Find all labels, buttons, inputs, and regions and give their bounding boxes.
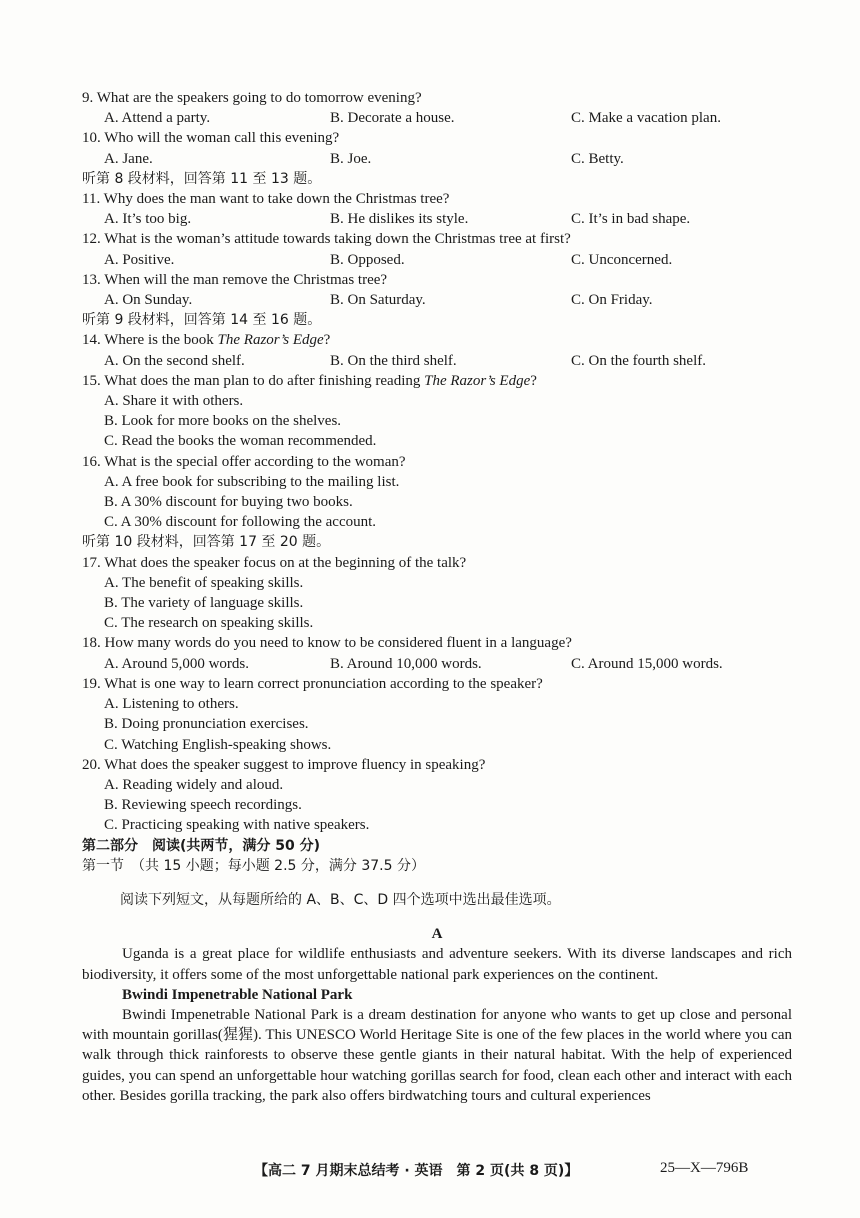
option-c: C. It’s in bad shape.	[571, 211, 691, 228]
option-a: A. The benefit of speaking skills.	[104, 574, 304, 591]
question-mark: ?	[530, 372, 537, 389]
option-b: B. On Saturday.	[330, 292, 426, 309]
option-a: A. Around 5,000 words.	[104, 655, 249, 672]
option-c: C. On Friday.	[571, 292, 653, 309]
question-9: 9. What are the speakers going to do tomorrow evening?	[82, 90, 422, 106]
question-18: 18. How many words do you need to know to be considered fluent in a language?	[82, 635, 572, 652]
option-c: C. Around 15,000 words.	[571, 655, 723, 672]
options-9	[82, 108, 792, 128]
footer-exam-info: 【高二 7 月期末总结考 · 英语 第 2 页(共 8 页)】	[254, 1163, 579, 1179]
question-14	[82, 330, 792, 350]
option-b: B. He dislikes its style.	[330, 211, 469, 228]
question-10: 10. Who will the woman call this evening?	[82, 130, 340, 147]
option-c: C. Make a vacation plan.	[571, 110, 721, 127]
page-content	[82, 88, 792, 1106]
option-c: C. On the fourth shelf.	[571, 352, 706, 369]
option-a: A. A free book for subscribing to the mailing list.	[104, 473, 400, 490]
option-b: B. Doing pronunciation exercises.	[104, 716, 309, 733]
options-12	[82, 250, 792, 270]
passage-label: A	[431, 926, 443, 943]
option-b: B. The variety of language skills.	[104, 595, 304, 612]
section-heading-10: 听第 10 段材料，回答第 17 至 20 题。	[82, 534, 331, 551]
option-a: A. Positive.	[104, 251, 175, 268]
option-a: A. Listening to others.	[104, 696, 239, 713]
question-13: 13. When will the man remove the Christmas tree?	[82, 271, 388, 288]
option-c: C. Read the books the woman recommended.	[104, 433, 377, 450]
options-18	[82, 654, 792, 674]
option-a: A. Jane.	[104, 150, 153, 167]
option-a: A. Share it with others.	[104, 393, 244, 410]
part-two-heading: 第二部分 阅读(共两节，满分 50 分)	[82, 837, 321, 854]
options-10	[82, 149, 792, 169]
instruction-text: 阅读下列短文，从每题所给的 A、B、C、D 四个选项中选出最佳选项。	[120, 891, 561, 908]
option-b: B. Opposed.	[330, 251, 405, 268]
question-mark: ?	[323, 332, 331, 349]
option-a: A. On Sunday.	[104, 292, 193, 309]
question-17: 17. What does the speaker focus on at the beginning of the talk?	[82, 554, 467, 571]
question-12: 12. What is the woman’s attitude towards taking down the Christmas tree at first?	[82, 231, 571, 248]
options-14	[82, 351, 792, 371]
option-c: C. A 30% discount for following the account.	[104, 514, 377, 531]
question-text: 14. Where is the book	[82, 332, 218, 349]
passage-subheading: Bwindi Impenetrable National Park	[122, 986, 353, 1003]
option-c: C. Watching English-speaking shows.	[104, 736, 332, 753]
option-a: A. On the second shelf.	[104, 352, 245, 369]
option-b: B. Look for more books on the shelves.	[104, 413, 342, 430]
book-title: The Razor’s Edge	[424, 372, 531, 389]
option-b: B. A 30% discount for buying two books.	[104, 494, 353, 511]
options-11	[82, 209, 792, 229]
section-heading-8: 听第 8 段材料，回答第 11 至 13 题。	[82, 170, 322, 187]
passage-paragraph-1: Uganda is a great place for wildlife enthusiasts and adventure seekers. With its diverse landscapes and rich biodiversity, it offers some of the most unforgettable national park experiences on the continent.	[82, 946, 792, 983]
option-b: B. Reviewing speech recordings.	[104, 797, 302, 814]
option-b: B. Around 10,000 words.	[330, 655, 482, 672]
option-c: C. Betty.	[571, 150, 624, 167]
option-a: A. It’s too big.	[104, 211, 192, 228]
section-one-heading: 第一节 （共 15 小题；每小题 2.5 分，满分 37.5 分）	[82, 857, 425, 874]
question-11: 11. Why does the man want to take down the Christmas tree?	[82, 191, 450, 208]
option-b: B. Joe.	[330, 150, 372, 167]
question-16: 16. What is the special offer according to the woman?	[82, 453, 406, 470]
question-15	[82, 371, 792, 391]
option-c: C. Practicing speaking with native speakers.	[104, 817, 370, 834]
option-c: C. The research on speaking skills.	[104, 615, 314, 632]
question-19: 19. What is one way to learn correct pronunciation according to the speaker?	[82, 675, 543, 692]
section-heading-9: 听第 9 段材料，回答第 14 至 16 题。	[82, 312, 322, 329]
book-title: The Razor’s Edge	[217, 332, 324, 349]
footer-code: 25—X—796B	[660, 1160, 749, 1176]
options-13	[82, 290, 792, 310]
question-20: 20. What does the speaker suggest to improve fluency in speaking?	[82, 756, 486, 773]
passage-paragraph-2: Bwindi Impenetrable National Park is a dream destination for anyone who wants to get up close and personal with mountain gorillas(猩猩). This UNESCO World Heritage Site is one of the few places in the world where you can walk through thick rainforests to observe these gentle giants in their natural habitat. With the help of experienced guides, you can spend an unforgettable hour watching gorillas search for food, clean each other and interact with each other. Besides gorilla tracking, the park also offers birdwatching tours and cultural experiences	[82, 1006, 792, 1104]
question-text: 15. What does the man plan to do after finishing reading	[82, 372, 425, 389]
option-c: C. Unconcerned.	[571, 251, 673, 268]
option-a: A. Reading widely and aloud.	[104, 776, 284, 793]
option-b: B. On the third shelf.	[330, 352, 457, 369]
option-b: B. Decorate a house.	[330, 110, 455, 127]
option-a: A. Attend a party.	[104, 110, 211, 127]
